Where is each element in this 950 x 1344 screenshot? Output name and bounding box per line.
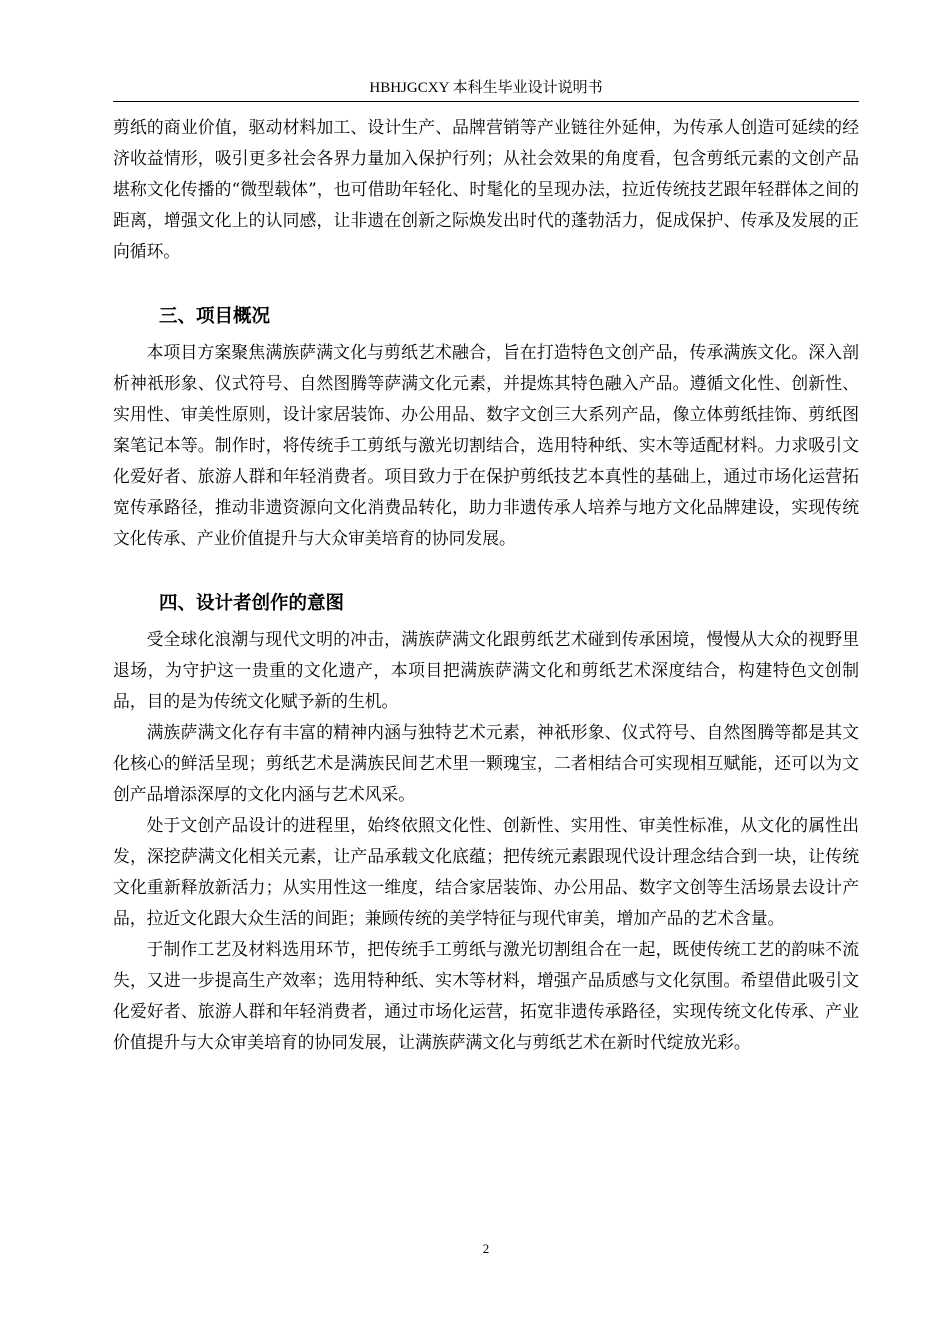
page-header-title: HBHJGCXY 本科生毕业设计说明书 (369, 80, 603, 96)
document-body (113, 112, 859, 1058)
section-heading-design-intent: 四、设计者创作的意图 (159, 593, 345, 614)
header-divider (113, 101, 859, 102)
design-intent-paragraph-2: 满族萨满文化存有丰富的精神内涵与独特艺术元素，神祇形象、仪式符号、自然图腾等都是其文化核心的鲜活呈现；剪纸艺术是满族民间艺术里一颗瑰宝，二者相结合可实现相互赋能，还可以为文创产品增添深厚的文化内涵与艺术风采。 (113, 722, 859, 804)
section-heading-project-overview: 三、项目概况 (159, 306, 271, 327)
design-intent-paragraph-3: 处于文创产品设计的进程里，始终依照文化性、创新性、实用性、审美性标准，从文化的属性出发，深挖萨满文化相关元素，让产品承载文化底蕴；把传统元素跟现代设计理念结合到一块，让传统文化重新释放新活力；从实用性这一维度，结合家居装饰、办公用品、数字文创等生活场景去设计产品，拉近文化跟大众生活的间距；兼顾传统的美学特征与现代审美，增加产品的艺术含量。 (113, 815, 859, 928)
project-overview-paragraph: 本项目方案聚焦满族萨满文化与剪纸艺术融合，旨在打造特色文创产品，传承满族文化。深入剖析神祇形象、仪式符号、自然图腾等萨满文化元素，并提炼其特色融入产品。遵循文化性、创新性、实用性、审美性原则，设计家居装饰、办公用品、数字文创三大系列产品，像立体剪纸挂饰、剪纸图案笔记本等。制作时，将传统手工剪纸与激光切割结合，选用特种纸、实木等适配材料。力求吸引文化爱好者、旅游人群和年轻消费者。项目致力于在保护剪纸技艺本真性的基础上，通过市场化运营拓宽传承路径，推动非遗资源向文化消费品转化，助力非遗传承人培养与地方文化品牌建设，实现传统文化传承、产业价值提升与大众审美培育的协同发展。 (113, 342, 859, 548)
design-intent-paragraph-1: 受全球化浪潮与现代文明的冲击，满族萨满文化跟剪纸艺术碰到传承困境，慢慢从大众的视野里退场，为守护这一贵重的文化遗产，本项目把满族萨满文化和剪纸艺术深度结合，构建特色文创制品，目的是为传统文化赋予新的生机。 (113, 629, 859, 711)
intro-paragraph: 剪纸的商业价值，驱动材料加工、设计生产、品牌营销等产业链往外延伸，为传承人创造可延续的经济收益情形，吸引更多社会各界力量加入保护行列；从社会效果的角度看，包含剪纸元素的文创产品堪称文化传播的“微型载体”，也可借助年轻化、时髦化的呈现办法，拉近传统技艺跟年轻群体之间的距离，增强文化上的认同感，让非遗在创新之际焕发出时代的蓬勃活力，促成保护、传承及发展的正向循环。 (113, 117, 859, 261)
design-intent-paragraph-4: 于制作工艺及材料选用环节，把传统手工剪纸与激光切割组合在一起，既使传统工艺的韵味不流失，又进一步提高生产效率；选用特种纸、实木等材料，增强产品质感与文化氛围。希望借此吸引文化爱好者、旅游人群和年轻消费者，通过市场化运营，拓宽非遗传承路径，实现传统文化传承、产业价值提升与大众审美培育的协同发展，让满族萨满文化与剪纸艺术在新时代绽放光彩。 (113, 939, 859, 1052)
page-number: 2 (482, 1241, 490, 1256)
